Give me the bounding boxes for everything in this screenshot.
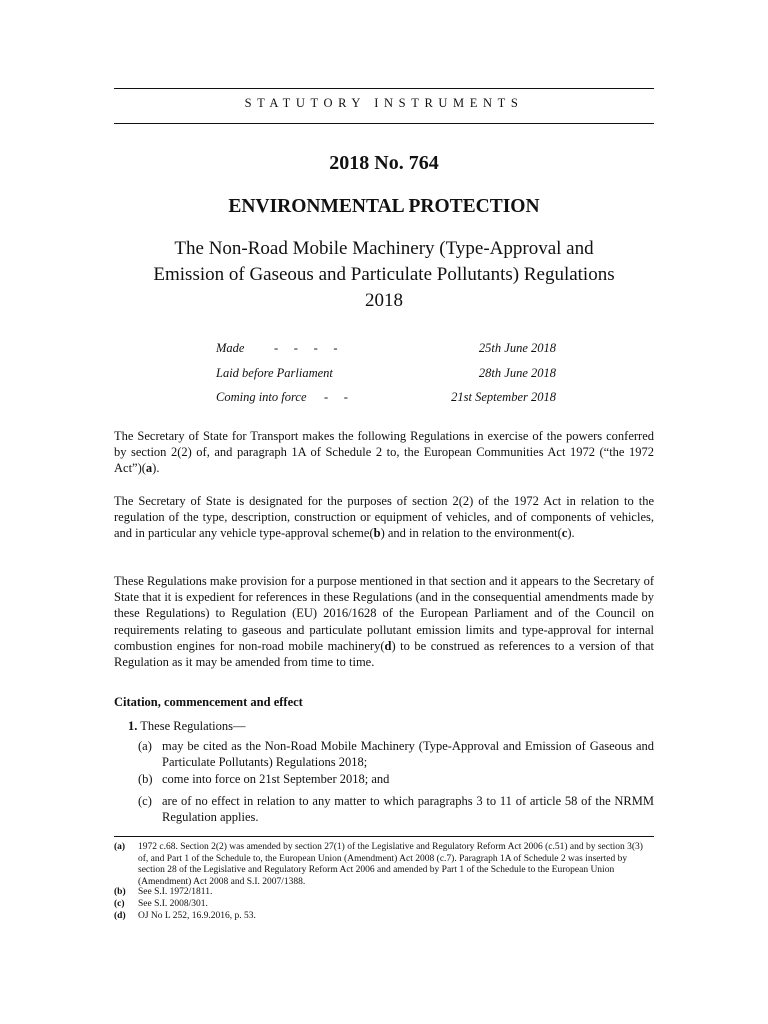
top-rule	[114, 88, 654, 89]
title-line: The Non-Road Mobile Machinery (Type-Approval and	[174, 238, 594, 259]
list-item	[138, 793, 654, 825]
footnote-ref[interactable]: c	[561, 526, 568, 541]
footnote-rule	[114, 836, 654, 837]
preamble-text: ) and in relation to the environment(	[380, 526, 562, 541]
footnote-text: OJ No L 252, 16.9.2016, p. 53.	[138, 911, 256, 921]
date-row-made	[216, 341, 556, 366]
instrument-number: 2018 No. 764	[329, 152, 439, 174]
footnote-text: 1972 c.68. Section 2(2) was amended by section 27(1) of the Legislative and Regulatory Reform Act 2006 (c.51) and by section 3(3) of, and Part 1 of the Schedule to, the European Union (Amendment) Act 2008 (c.7). Paragraph 1A of Schedule 2 was inserted by section 28 of the Legislative and Regulatory Reform Act 2006 and amended by Part 1 of the Schedule to the European Union (Amendment) Act 2008 and S.I. 2007/1388.	[138, 842, 643, 887]
footnote-mark: (b)	[114, 887, 126, 897]
item-text: come into force on 21st September 2018; and	[162, 772, 390, 786]
item-text: are of no effect in relation to any matter to which paragraphs 3 to 11 of article 58 of the NRMM Regulation applies.	[162, 794, 654, 825]
preamble-paragraph-3	[114, 573, 654, 670]
section-heading: Citation, commencement and effect	[114, 695, 303, 709]
series-heading: STATUTORY INSTRUMENTS	[244, 96, 524, 110]
date-value: 28th June 2018	[478, 365, 556, 380]
title-line: 2018	[365, 290, 403, 311]
footnote-mark: (d)	[114, 911, 126, 921]
item-text: may be cited as the Non-Road Mobile Machinery (Type-Approval and Emission of Gaseous and Particulate Pollutants) Regulations 2018;	[162, 739, 654, 770]
date-row-coming-into-force	[216, 390, 556, 415]
preamble-text: ).	[152, 461, 160, 476]
item-mark: (c)	[138, 794, 152, 808]
footnote-ref[interactable]: d	[384, 638, 392, 653]
footnote-ref[interactable]: a	[145, 461, 153, 476]
item-mark: (a)	[138, 739, 152, 753]
date-label: Made	[216, 341, 245, 355]
item-mark: (b)	[138, 772, 153, 786]
footnote-mark: (c)	[114, 899, 125, 909]
footnote	[114, 911, 654, 923]
subject-heading: ENVIRONMENTAL PROTECTION	[228, 196, 540, 217]
footnote-text: See S.I. 1972/1811.	[138, 887, 213, 897]
preamble-text: These Regulations make provision for a purpose mentioned in that section and it appears to the Secretary of State that it is expedient for references in these Regulations (and in the consequential amendments made by these Regulations) to Regulation (EU) 2016/1628 of the European Parliament and of the Council on requirements relating to gaseous and particulate pollutant emission limits and type-approval for internal combustion engines for non-road mobile machinery(	[114, 574, 654, 653]
preamble-text: ) to be construed as references to a version of that Regulation as it may be amended from time to time.	[114, 638, 654, 670]
footnote	[114, 899, 654, 911]
date-row-laid	[216, 366, 556, 391]
series-rule	[114, 123, 654, 124]
regulation-1	[128, 719, 245, 734]
footnote	[114, 842, 654, 888]
list-item	[138, 738, 654, 770]
date-value: 25th June 2018	[478, 341, 556, 355]
regulations-title	[114, 236, 654, 314]
preamble-paragraph-2	[114, 493, 654, 542]
footnote-text: See S.I. 2008/301.	[138, 899, 208, 909]
preamble-text: ).	[567, 526, 575, 541]
preamble-text: The Secretary of State is designated for the purposes of section 2(2) of the 1972 Act in relation to the regulation of the type, description, construction or equipment of vehicles, and of components of vehicles, and in particular any vehicle type-approval scheme(	[114, 494, 654, 541]
date-value: 21st September 2018	[451, 390, 556, 404]
date-dashes: - -	[324, 390, 348, 404]
preamble-paragraph-1	[114, 428, 654, 477]
list-item	[138, 771, 654, 787]
footnote-ref[interactable]: b	[373, 526, 381, 541]
regulation-number: 1.	[128, 719, 138, 733]
footnote	[114, 887, 654, 899]
title-line: Emission of Gaseous and Particulate Pollutants) Regulations	[153, 264, 615, 285]
dates-table	[216, 341, 556, 415]
date-dashes: - - - -	[274, 341, 338, 355]
preamble-text: The Secretary of State for Transport makes the following Regulations in exercise of the powers conferred by section 2(2) of, and paragraph 1A of Schedule 2 to, the European Communities Act 1972 (“the 1972 Act”)(	[114, 429, 654, 476]
date-label: Laid before Parliament	[216, 365, 333, 380]
date-label: Coming into force	[216, 390, 307, 404]
regulation-intro: These Regulations—	[137, 719, 246, 733]
footnote-mark: (a)	[114, 842, 126, 852]
